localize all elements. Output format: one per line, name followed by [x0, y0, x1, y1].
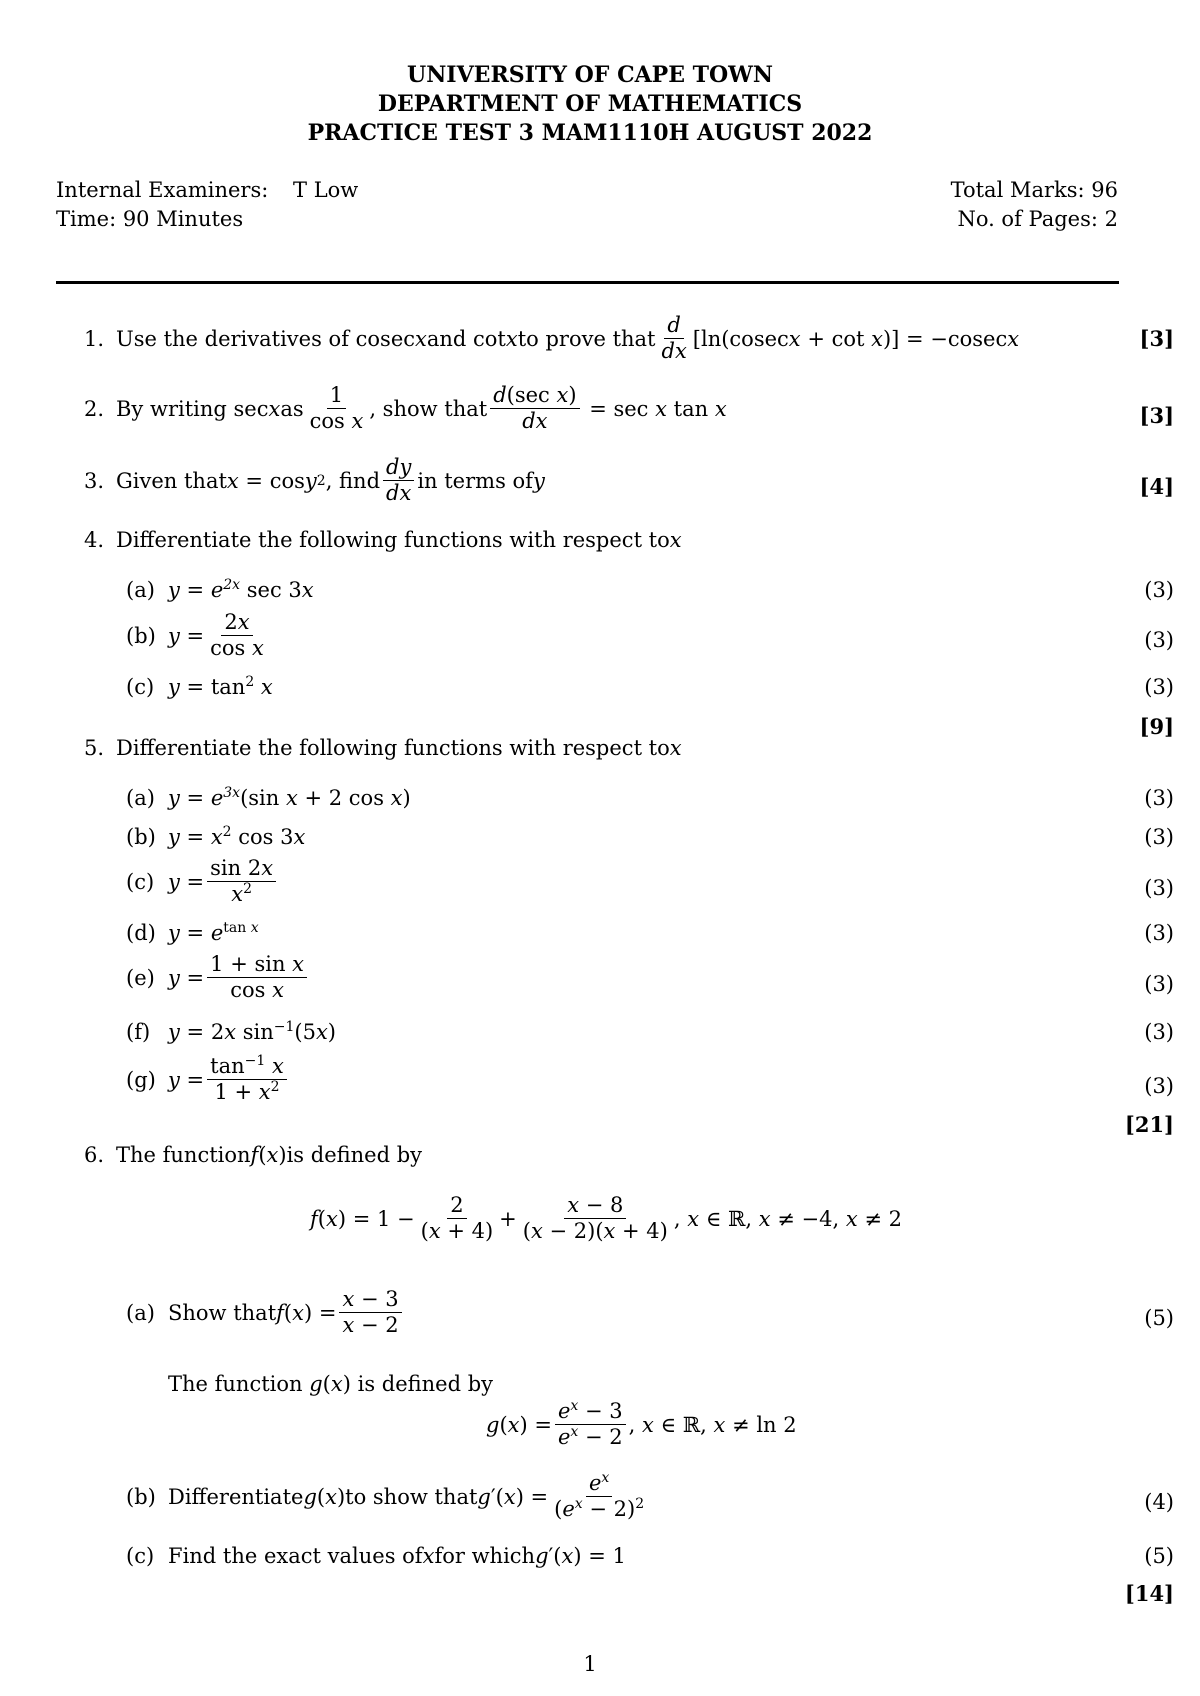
question-3-marks: [4]: [1139, 474, 1174, 499]
part-label: (a): [126, 786, 155, 810]
question-5: 5. Differentiate the following functions with respect to x: [84, 736, 682, 760]
question-4c: (c) $y = \tan^2 x$: [126, 674, 273, 699]
question-text: Differentiate: [168, 1484, 304, 1509]
question-6: 6. The function f ( x ) is defined by: [84, 1143, 423, 1167]
page-number: 1: [583, 1652, 597, 1676]
question-4b-marks: (3): [1144, 628, 1174, 652]
question-5b-marks: (3): [1144, 825, 1174, 849]
question-3: 3. Given that x = cos y 2 , find $\frac{dy}{dx}$ in terms of y: [84, 455, 545, 506]
question-5a-marks: (3): [1144, 786, 1174, 810]
function-g-definition: g ( x ) = $\frac{e^x - 3}{e^x - 2}$ , x ∈ ℝ, x ≠ ln 2: [486, 1398, 797, 1450]
examiners-label: Internal Examiners:: [56, 178, 269, 202]
question-4: 4. Differentiate the following functions with respect to x: [84, 528, 682, 552]
math-fraction: $\frac{\text{d(sec x)}}{dx}$: [490, 384, 579, 433]
part-label: (b): [126, 623, 156, 648]
question-text: Show that: [168, 1300, 277, 1325]
question-number: 2.: [84, 396, 105, 421]
question-number: 5.: [84, 736, 105, 760]
math-fraction: $\frac{1}{\text{cos x}}$: [309, 383, 364, 434]
question-text: Differentiate the following functions with respect to: [116, 528, 670, 552]
question-text: The function: [168, 1372, 310, 1396]
part-label: (a): [126, 578, 155, 602]
math-fraction: $\frac{\text{1 + sin x}}{\text{cos x}}$: [207, 953, 307, 1002]
time-info: Time: 90 Minutes: [56, 207, 244, 231]
function-f-definition: f ( x ) = 1 − $\frac{2}{(x + 4)}$ + $\frac{x - 8}{(x - 2)(x + 4)}$ , x ∈ ℝ, x ≠ −4, x ≠ 2: [310, 1193, 903, 1244]
question-4a-marks: (3): [1144, 578, 1174, 602]
part-label: (e): [126, 965, 155, 990]
question-5a: (a) $y = e^{3x}(\sin$ x + 2 cos x): [126, 785, 411, 810]
question-5e: (e) y = $\frac{\text{1 + sin x}}{\text{cos x}}$: [126, 953, 310, 1002]
num-pages: No. of Pages: 2: [957, 207, 1118, 231]
department-title: DEPARTMENT OF MATHEMATICS: [377, 91, 803, 117]
examiners-name: T Low: [293, 178, 359, 202]
question-number: 6.: [84, 1143, 105, 1167]
part-label: (b): [126, 1484, 156, 1509]
question-5g-marks: (3): [1144, 1074, 1174, 1098]
test-title: PRACTICE TEST 3 MAM1110H AUGUST 2022: [307, 120, 873, 146]
question-text: as: [280, 396, 304, 421]
question-text: in terms of: [417, 468, 533, 493]
question-4a: (a) $y = e^{2x}$ sec 3x: [126, 577, 314, 602]
question-text: for which: [434, 1544, 536, 1568]
header-rule: [56, 281, 1119, 284]
question-number: 4.: [84, 528, 105, 552]
math-fraction: $\frac{x - 8}{(x - 2)(x + 4)}$: [522, 1193, 668, 1244]
question-5c-marks: (3): [1144, 876, 1174, 900]
math-expression: [ln(cosecx + cot x)] = −cosecx: [692, 326, 1020, 351]
question-4-total: [9]: [1139, 714, 1174, 739]
question-5f-marks: (3): [1144, 1020, 1174, 1044]
math-fraction: $\frac{e^x - 3}{e^x - 2}$: [555, 1400, 626, 1449]
question-text: , find: [325, 468, 381, 493]
math-fraction: $\frac{dy}{dx}$: [383, 456, 414, 505]
question-4b: (b) y = $\frac{2x}{\text{cos x}}$: [126, 611, 270, 660]
question-4c-marks: (3): [1144, 675, 1174, 699]
question-text: Use the derivatives of cosec: [116, 326, 416, 351]
question-text: Find the exact values of: [168, 1544, 423, 1568]
part-label: (d): [126, 921, 156, 945]
question-6c-marks: (5): [1144, 1544, 1174, 1568]
math-fraction: $\frac{\tan^{-1} x}{1 + x^2}$: [207, 1055, 287, 1104]
question-6b-marks: (4): [1144, 1490, 1174, 1514]
math-fraction: $\frac{2}{(x + 4)}$: [420, 1193, 494, 1244]
question-text: to show that: [345, 1484, 478, 1509]
question-text: and cot: [426, 326, 506, 351]
examiners-info: [56, 178, 358, 202]
math-fraction: $\frac{d}{dx}$: [661, 313, 687, 364]
part-label: (f): [126, 1020, 151, 1044]
question-text: , show that: [369, 396, 488, 421]
question-6a: (a) Show that f ( x ) = $\frac{x - 3}{x - 2}$: [126, 1288, 405, 1337]
math-expression: = sec x tan x: [582, 396, 727, 421]
question-number: 1.: [84, 326, 105, 351]
math-fraction: $\frac{2x}{\text{cos x}}$: [210, 610, 264, 661]
question-text: is defined by: [286, 1143, 423, 1167]
question-5f: (f) y = 2x $\sin^{-1}(5x)$: [126, 1019, 336, 1044]
question-5g: (g) y = $\frac{\tan^{-1} x}{1 + x^2}$: [126, 1055, 290, 1104]
question-5d: (d) $y = e^{tan x}$: [126, 920, 259, 945]
question-5d-marks: (3): [1144, 921, 1174, 945]
question-2-marks: [3]: [1139, 403, 1174, 428]
part-label: (a): [126, 1300, 155, 1325]
question-2: 2. By writing sec x as $\frac{1}{\text{cos x}}$ , show that $\frac{\text{d(sec x)}}{dx}$ = sec x tan x: [84, 383, 727, 434]
question-6a-marks: (5): [1144, 1306, 1174, 1330]
question-text: The function: [116, 1143, 251, 1167]
question-text: By writing sec: [116, 396, 269, 421]
part-label: (c): [126, 675, 155, 699]
total-marks: Total Marks: 96: [950, 178, 1118, 202]
math-fraction: $\frac{\sin 2x}{x^2}$: [207, 857, 276, 906]
function-g-intro: The function g(x) is defined by: [168, 1372, 494, 1396]
question-text: Differentiate the following functions with respect to: [116, 736, 670, 760]
question-text: is defined by: [350, 1372, 494, 1396]
part-label: (b): [126, 825, 156, 849]
math-fraction: $\frac{x - 3}{x - 2}$: [339, 1288, 401, 1337]
math-fraction: $\frac{e^x}{(e^x - 2)^2}$: [554, 1470, 645, 1522]
part-label: (c): [126, 869, 155, 894]
part-label: (g): [126, 1067, 156, 1092]
question-6c: (c) Find the exact values of x for which g ′( x ) = 1: [126, 1544, 626, 1568]
question-text: to prove that: [517, 326, 656, 351]
question-5-total: [21]: [1124, 1112, 1174, 1137]
question-number: 3.: [84, 468, 105, 493]
question-6-total: [14]: [1124, 1581, 1174, 1606]
question-6b: (b) Differentiate g ( x ) to show that g ′( x ) = $\frac{e^x}{(e^x - 2)^2}$: [126, 1472, 650, 1521]
question-text: Given that: [116, 468, 227, 493]
question-5e-marks: (3): [1144, 972, 1174, 996]
question-5b: (b) $y = x^2$ cos 3x: [126, 824, 306, 849]
question-1: 1. Use the derivatives of cosec x and cot x to prove that $\frac{d}{dx}$ [ln(cosecx + cot x)] = −cosecx: [84, 313, 1020, 364]
university-title: UNIVERSITY OF CAPE TOWN: [407, 62, 773, 88]
part-label: (c): [126, 1544, 155, 1568]
question-5c: (c) y = $\frac{\sin 2x}{x^2}$: [126, 857, 279, 906]
question-1-marks: [3]: [1139, 326, 1174, 351]
